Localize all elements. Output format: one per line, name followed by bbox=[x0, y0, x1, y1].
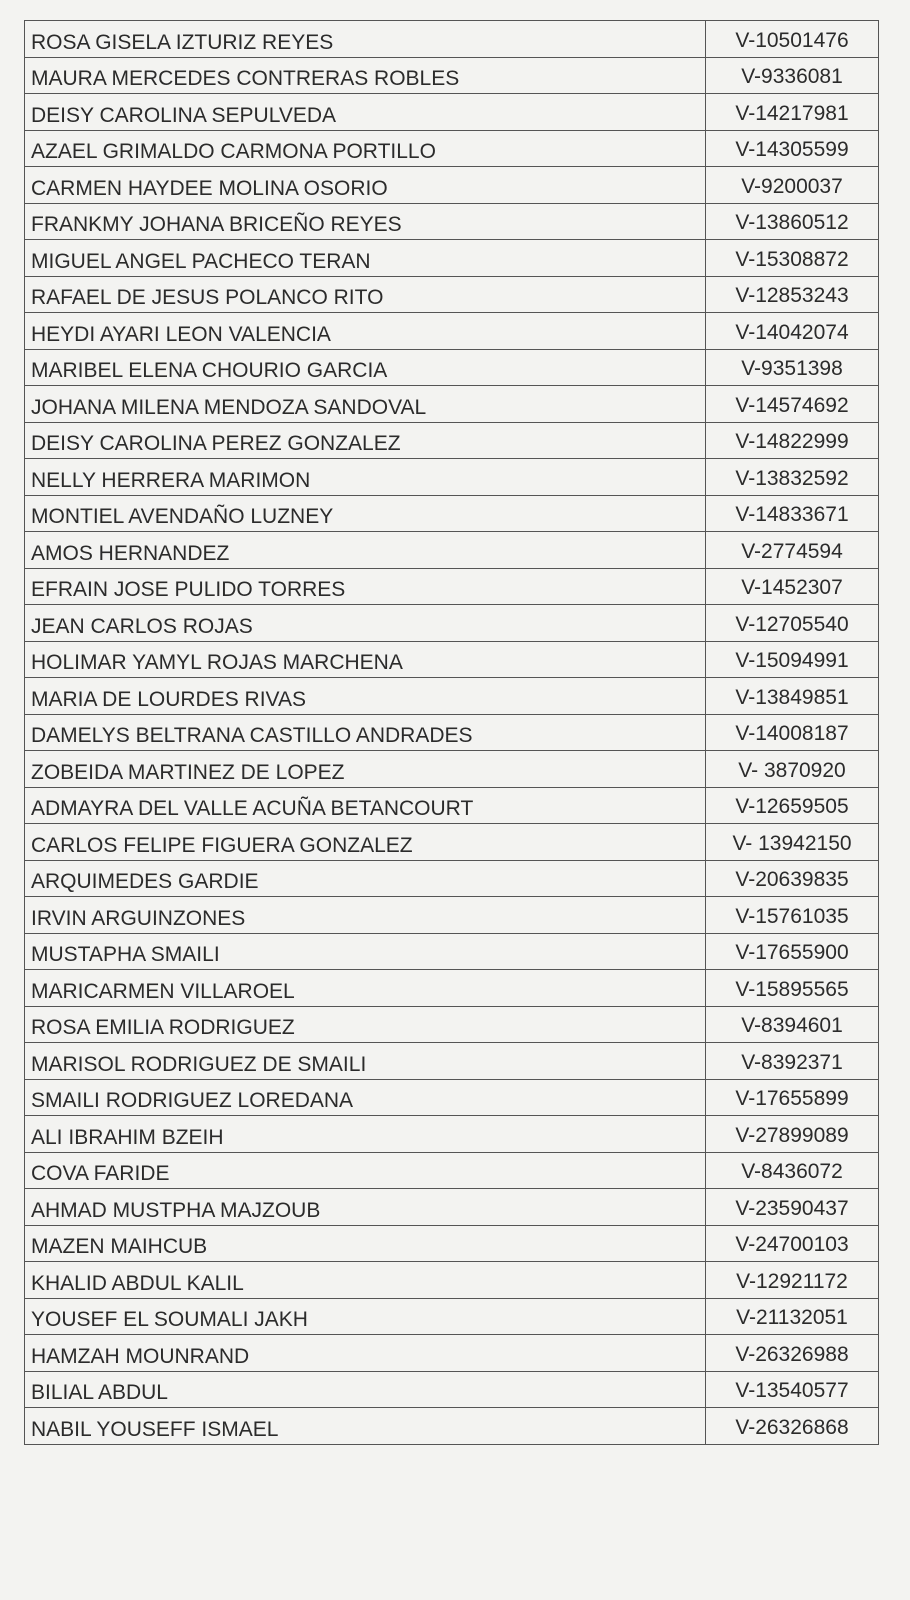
person-name-cell: MARICARMEN VILLAROEL bbox=[25, 970, 706, 1007]
person-name-cell: JOHANA MILENA MENDOZA SANDOVAL bbox=[25, 386, 706, 423]
table-row bbox=[25, 568, 879, 605]
table-row bbox=[25, 422, 879, 459]
person-name-cell: FRANKMY JOHANA BRICEÑO REYES bbox=[25, 203, 706, 240]
person-name-cell: AMOS HERNANDEZ bbox=[25, 532, 706, 569]
person-name-cell: MARIBEL ELENA CHOURIO GARCIA bbox=[25, 349, 706, 386]
table-row bbox=[25, 1335, 879, 1372]
person-name-cell: RAFAEL DE JESUS POLANCO RITO bbox=[25, 276, 706, 313]
table-row bbox=[25, 1079, 879, 1116]
table-row bbox=[25, 787, 879, 824]
person-name-cell: CARMEN HAYDEE MOLINA OSORIO bbox=[25, 167, 706, 204]
id-number-cell: V-12921172 bbox=[706, 1262, 879, 1299]
person-name-cell: ARQUIMEDES GARDIE bbox=[25, 860, 706, 897]
id-number-cell: V-26326988 bbox=[706, 1335, 879, 1372]
person-name-cell: NABIL YOUSEFF ISMAEL bbox=[25, 1408, 706, 1445]
id-number-cell: V-14833671 bbox=[706, 495, 879, 532]
person-name-cell: YOUSEF EL SOUMALI JAKH bbox=[25, 1298, 706, 1335]
id-number-cell: V-17655900 bbox=[706, 933, 879, 970]
table-row bbox=[25, 824, 879, 861]
table-row bbox=[25, 751, 879, 788]
id-number-cell: V-20639835 bbox=[706, 860, 879, 897]
table-row bbox=[25, 495, 879, 532]
id-number-cell: V-17655899 bbox=[706, 1079, 879, 1116]
person-name-cell: ROSA GISELA IZTURIZ REYES bbox=[25, 21, 706, 58]
table-row bbox=[25, 1262, 879, 1299]
table-row bbox=[25, 1408, 879, 1445]
table-row bbox=[25, 203, 879, 240]
document-page bbox=[24, 20, 878, 1445]
person-name-cell: DEISY CAROLINA SEPULVEDA bbox=[25, 94, 706, 131]
table-row bbox=[25, 1189, 879, 1226]
person-name-cell: BILIAL ABDUL bbox=[25, 1371, 706, 1408]
person-name-cell: MARIA DE LOURDES RIVAS bbox=[25, 678, 706, 715]
id-number-cell: V-2774594 bbox=[706, 532, 879, 569]
table-row bbox=[25, 714, 879, 751]
table-row bbox=[25, 130, 879, 167]
person-name-cell: CARLOS FELIPE FIGUERA GONZALEZ bbox=[25, 824, 706, 861]
id-number-cell: V-13849851 bbox=[706, 678, 879, 715]
id-number-cell: V-14822999 bbox=[706, 422, 879, 459]
id-number-cell: V-8436072 bbox=[706, 1152, 879, 1189]
person-name-cell: MIGUEL ANGEL PACHECO TERAN bbox=[25, 240, 706, 277]
id-number-cell: V-9336081 bbox=[706, 57, 879, 94]
table-row bbox=[25, 349, 879, 386]
person-name-cell: ZOBEIDA MARTINEZ DE LOPEZ bbox=[25, 751, 706, 788]
table-row bbox=[25, 1225, 879, 1262]
table-row bbox=[25, 313, 879, 350]
person-name-cell: COVA FARIDE bbox=[25, 1152, 706, 1189]
id-number-cell: V-14042074 bbox=[706, 313, 879, 350]
person-name-cell: MAURA MERCEDES CONTRERAS ROBLES bbox=[25, 57, 706, 94]
id-number-cell: V-9200037 bbox=[706, 167, 879, 204]
id-number-cell: V-15761035 bbox=[706, 897, 879, 934]
table-row bbox=[25, 1043, 879, 1080]
person-name-cell: MAZEN MAIHCUB bbox=[25, 1225, 706, 1262]
roster-table-body bbox=[25, 21, 879, 1445]
id-number-cell: V-1452307 bbox=[706, 568, 879, 605]
table-row bbox=[25, 897, 879, 934]
id-number-cell: V-13832592 bbox=[706, 459, 879, 496]
person-name-cell: KHALID ABDUL KALIL bbox=[25, 1262, 706, 1299]
person-name-cell: EFRAIN JOSE PULIDO TORRES bbox=[25, 568, 706, 605]
person-name-cell: MONTIEL AVENDAÑO LUZNEY bbox=[25, 495, 706, 532]
person-name-cell: NELLY HERRERA MARIMON bbox=[25, 459, 706, 496]
person-name-cell: HAMZAH MOUNRAND bbox=[25, 1335, 706, 1372]
person-name-cell: AHMAD MUSTPHA MAJZOUB bbox=[25, 1189, 706, 1226]
id-number-cell: V-14574692 bbox=[706, 386, 879, 423]
id-number-cell: V-12853243 bbox=[706, 276, 879, 313]
table-row bbox=[25, 641, 879, 678]
table-row bbox=[25, 1152, 879, 1189]
person-name-cell: HOLIMAR YAMYL ROJAS MARCHENA bbox=[25, 641, 706, 678]
person-name-cell: ROSA EMILIA RODRIGUEZ bbox=[25, 1006, 706, 1043]
table-row bbox=[25, 386, 879, 423]
id-number-cell: V-13860512 bbox=[706, 203, 879, 240]
id-number-cell: V- 13942150 bbox=[706, 824, 879, 861]
id-number-cell: V-9351398 bbox=[706, 349, 879, 386]
table-row bbox=[25, 1116, 879, 1153]
id-number-cell: V-21132051 bbox=[706, 1298, 879, 1335]
person-name-cell: AZAEL GRIMALDO CARMONA PORTILLO bbox=[25, 130, 706, 167]
id-number-cell: V-26326868 bbox=[706, 1408, 879, 1445]
id-number-cell: V-12705540 bbox=[706, 605, 879, 642]
table-row bbox=[25, 1006, 879, 1043]
id-number-cell: V-14217981 bbox=[706, 94, 879, 131]
table-row bbox=[25, 459, 879, 496]
person-name-cell: ADMAYRA DEL VALLE ACUÑA BETANCOURT bbox=[25, 787, 706, 824]
person-name-cell: DEISY CAROLINA PEREZ GONZALEZ bbox=[25, 422, 706, 459]
id-number-cell: V-13540577 bbox=[706, 1371, 879, 1408]
id-number-cell: V-15094991 bbox=[706, 641, 879, 678]
id-number-cell: V-15308872 bbox=[706, 240, 879, 277]
table-row bbox=[25, 57, 879, 94]
table-row bbox=[25, 1371, 879, 1408]
id-number-cell: V-12659505 bbox=[706, 787, 879, 824]
roster-table bbox=[24, 20, 879, 1445]
person-name-cell: DAMELYS BELTRANA CASTILLO ANDRADES bbox=[25, 714, 706, 751]
id-number-cell: V-8392371 bbox=[706, 1043, 879, 1080]
id-number-cell: V-24700103 bbox=[706, 1225, 879, 1262]
id-number-cell: V-14305599 bbox=[706, 130, 879, 167]
id-number-cell: V-10501476 bbox=[706, 21, 879, 58]
table-row bbox=[25, 21, 879, 58]
table-row bbox=[25, 240, 879, 277]
person-name-cell: JEAN CARLOS ROJAS bbox=[25, 605, 706, 642]
person-name-cell: HEYDI AYARI LEON VALENCIA bbox=[25, 313, 706, 350]
id-number-cell: V-15895565 bbox=[706, 970, 879, 1007]
person-name-cell: MARISOL RODRIGUEZ DE SMAILI bbox=[25, 1043, 706, 1080]
table-row bbox=[25, 1298, 879, 1335]
person-name-cell: MUSTAPHA SMAILI bbox=[25, 933, 706, 970]
table-row bbox=[25, 860, 879, 897]
table-row bbox=[25, 532, 879, 569]
id-number-cell: V-27899089 bbox=[706, 1116, 879, 1153]
person-name-cell: ALI IBRAHIM BZEIH bbox=[25, 1116, 706, 1153]
person-name-cell: SMAILI RODRIGUEZ LOREDANA bbox=[25, 1079, 706, 1116]
table-row bbox=[25, 276, 879, 313]
id-number-cell: V-14008187 bbox=[706, 714, 879, 751]
table-row bbox=[25, 605, 879, 642]
id-number-cell: V- 3870920 bbox=[706, 751, 879, 788]
id-number-cell: V-8394601 bbox=[706, 1006, 879, 1043]
table-row bbox=[25, 970, 879, 1007]
table-row bbox=[25, 94, 879, 131]
id-number-cell: V-23590437 bbox=[706, 1189, 879, 1226]
table-row bbox=[25, 167, 879, 204]
table-row bbox=[25, 933, 879, 970]
table-row bbox=[25, 678, 879, 715]
person-name-cell: IRVIN ARGUINZONES bbox=[25, 897, 706, 934]
